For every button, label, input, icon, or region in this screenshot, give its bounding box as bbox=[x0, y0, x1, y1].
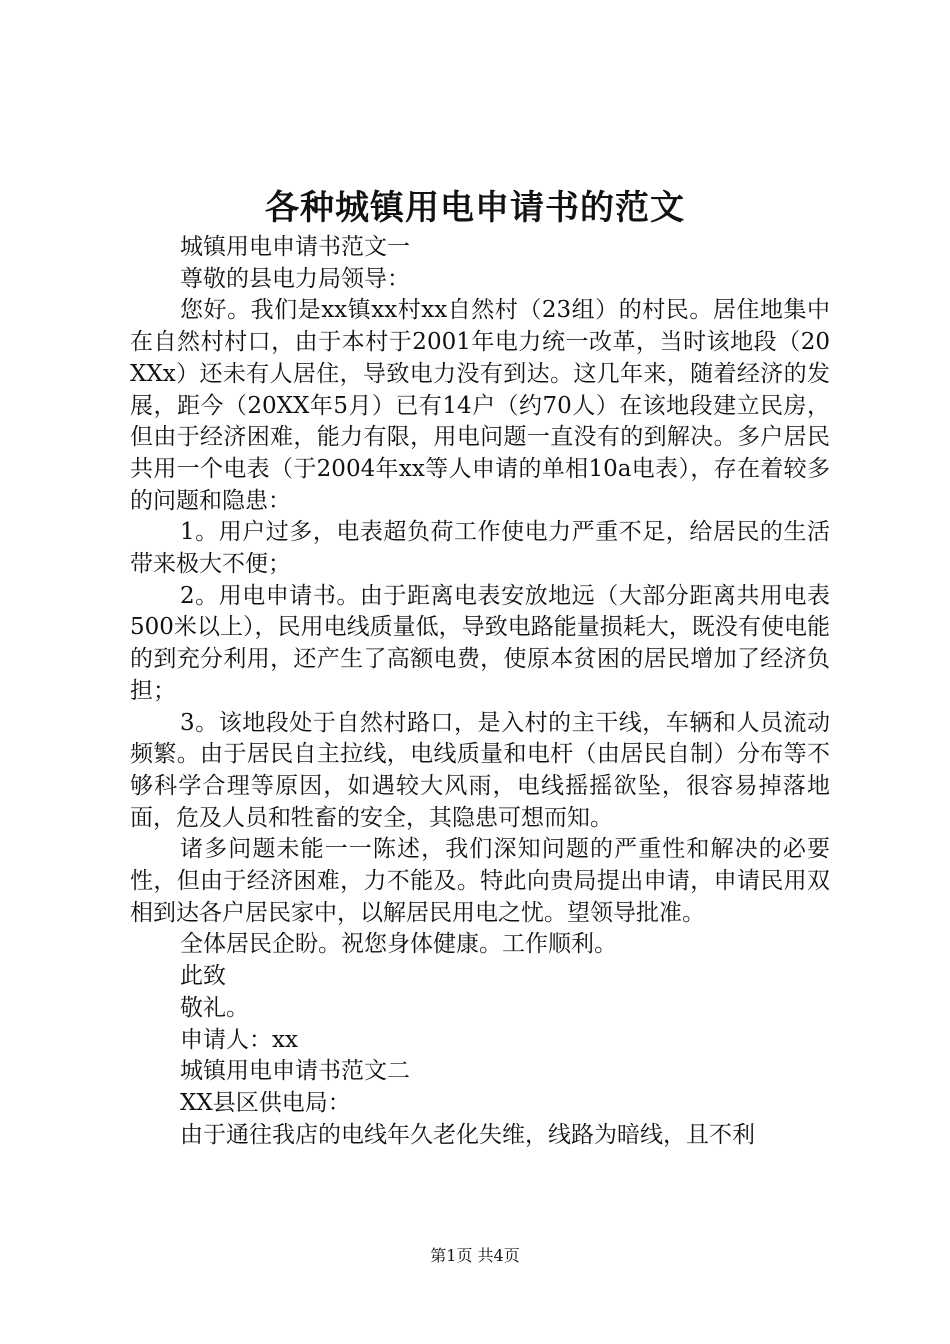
list-item-3: 3。该地段处于自然村路口，是入村的主干线，车辆和人员流动频繁。由于居民自主拉线，电线质量和电杆（由居民自制）分布等不够科学合理等原因，如遇较大风雨，电线摇摇欲坠，很容易掉落地面，危及人员和牲畜的安全，其隐患可想而知。 bbox=[130, 709, 830, 831]
salutation: XX县区供电局： bbox=[180, 1089, 351, 1116]
document-body bbox=[130, 232, 830, 1151]
list-item-2: 2。用电申请书。由于距离电表安放地远（大部分距离共用电表500米以上），民用电线质量低，导致电路能量损耗大，既没有使电能的到充分利用，还产生了高额电费，使原本贫困的居民增加了经济负担； bbox=[130, 582, 830, 704]
section-heading: 城镇用电申请书范文一 bbox=[180, 234, 410, 260]
closing-regards: 敬礼。 bbox=[180, 994, 249, 1021]
page-title: 各种城镇用电申请书的范文 bbox=[265, 188, 685, 228]
body-paragraph: 诸多问题未能一一陈述，我们深知问题的严重性和解决的必要性，但由于经济困难，力不能及。特此向贵局提出申请，申请民用双相到达各户居民家中，以解居民用电之忧。望领导批准。 bbox=[130, 836, 830, 926]
closing-wish: 全体居民企盼。祝您身体健康。工作顺利。 bbox=[180, 931, 617, 958]
body-paragraph: 由于通往我店的电线年久老化失维，线路为暗线，且不利 bbox=[180, 1121, 755, 1148]
salutation: 尊敬的县电力局领导： bbox=[180, 265, 410, 292]
closing-phrase: 此致 bbox=[180, 963, 226, 990]
section-heading: 城镇用电申请书范文二 bbox=[180, 1058, 410, 1085]
applicant-line: 申请人：xx bbox=[180, 1026, 298, 1053]
list-item-1: 1。用户过多，电表超负荷工作使电力严重不足，给居民的生活带来极大不便； bbox=[130, 519, 830, 578]
body-paragraph: 您好。我们是xx镇xx村xx自然村（23组）的村民。居住地集中在自然村村口，由于本村于2001年电力统一改革，当时该地段（20XXx）还未有人居住，导致电力没有到达。这几年来，随着经济的发展，距今（20XX年5月）已有14户（约70人）在该地段建立民房，但由于经济困难，能力有限，用电问题一直没有的到解决。多户居民共用一个电表（于2004年xx等人申请的单相10a电表），存在着较多的问题和隐患： bbox=[130, 297, 830, 514]
page-number: 第1页 共4页 bbox=[430, 1246, 520, 1265]
